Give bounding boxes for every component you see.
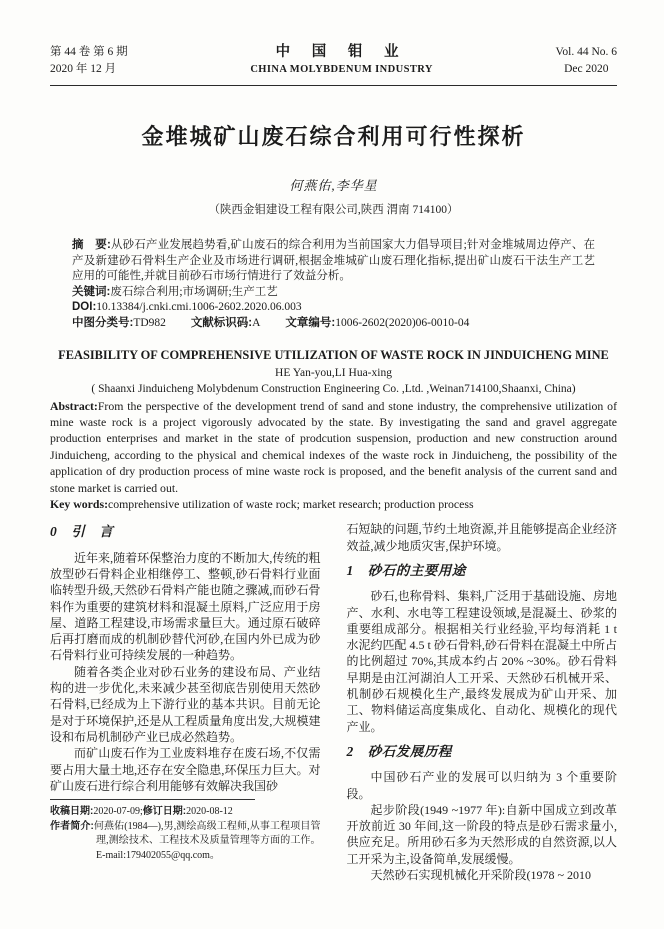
journal-name-block [250,44,433,78]
keywords-label-cn: 关键词: [72,285,111,298]
classification-line [72,316,595,332]
article-no-label: 文章编号: [285,316,336,329]
header-issue-en [556,44,617,78]
volume-issue-cn: 第 44 卷 第 6 期 [50,46,128,58]
body-paragraph: 砂石,也称骨料、集料,广泛用于基础设施、房地产、水利、水电等工程建设领域,是混凝土、砂浆的重要组成部分。根据相关行业经验,平均每消耗 1 t 水泥约匹配 4.5 t 砂石骨料,砂石骨料在混凝土中所占的比例超过 70%,其成本约占 20% ~30%。砂石骨料早期是由江河湖泊人工开采、天然砂石机械开采、机制砂石规模化生产,最终发展成为矿山开采、加工、物料储运高度集成化、自动化、规模化的现代产业。 [346,589,617,734]
abstract-text-cn: 从砂石产业发展趋势看,矿山废石的综合利用为当前国家大力倡导项目;针对金堆城周边停产、在产及新建砂石骨料生产企业及市场进行调研,根据金堆城矿山废石理化指标,提出矿山废石干法生产工艺应用的可能性,并就目前砂石市场行情进行了效益分析。 [72,239,595,283]
body-paragraph: 中国砂石产业的发展可以归纳为 3 个重要阶段。 [346,770,617,801]
doi-line [72,300,595,316]
abstract-block-en [50,347,617,513]
body-paragraph: 而矿山废石作为工业废料堆存在废石场,不仅需要占用大量土地,还存在安全隐患,环保压力巨大。对矿山废石进行综合利用能够有效解决我国砂 [50,746,321,793]
doi-value: 10.13384/j.cnki.cmi.1006-2602.2020.06.003 [96,301,302,314]
keywords-label-en: Key words: [50,497,108,511]
article-title-cn: 金堆城矿山废石综合利用可行性探析 [141,124,526,149]
journal-name-cn: 中 国 钼 业 [275,44,408,60]
section-heading-1: 1 砂石的主要用途 [346,563,466,578]
body-paragraph: 石短缺的问题,节约土地资源,并且能够提高企业经济效益,减少地质灾害,保护环境。 [346,522,617,553]
clc-group [72,317,166,329]
affiliation-en: ( Shaanxi Jinduicheng Molybdenum Construction Engineering Co. ,Ltd. ,Weinan714100,Shaanxi, China) [91,382,576,395]
header-issue-cn [50,44,128,78]
article-title-en: FEASIBILITY OF COMPREHENSIVE UTILIZATION OF WASTE ROCK IN JINDUICHENG MINE [58,347,609,362]
section-heading-2: 2 砂石发展历程 [346,743,452,759]
keywords-text-en: comprehensive utilization of waste rock; market research; production process [108,497,474,511]
keywords-en [50,496,617,512]
doc-code-group [191,317,261,329]
revised-value: 2020-08-12 [186,806,233,818]
keywords-text-cn: 废石综合利用;市场调研;生产工艺 [110,285,278,298]
header-rule [50,85,617,86]
abstract-label-cn: 摘 要: [72,239,111,251]
article-no-value: 1006-2602(2020)06-0010-04 [335,316,470,329]
body-columns [50,521,617,889]
received-label: 收稿日期: [50,806,94,818]
date-cn: 2020 年 12 月 [50,63,117,75]
doc-code-label: 文献标识码: [190,316,253,329]
bio-label: 作者简介: [50,820,94,832]
author-footnote [50,799,321,889]
body-paragraph: 随着各类企业对砂石业务的建设布局、产业结构的进一步优化,未来减少甚至彻底告别使用天然砂石骨料,已经成为上下游行业的基本共识。目前无论是对于环境保护,还是从工程质量角度出发,大规模建设和布局机制砂产业已成必然趋势。 [50,664,321,744]
revised-label: 修订日期: [142,806,187,818]
bio-text: 何燕佑(1984—),男,测绘高级工程师,从事工程项目管理,测绘技术、工程技术及质量管理等方面的工作。E-mail:179402055@qq.com。 [93,820,321,861]
clc-label: 中图分类号: [72,316,134,329]
volume-issue-en: Vol. 44 No. 6 [555,46,617,58]
body-paragraph: 起步阶段(1949 ~1977 年):自新中国成立到改革开放前近 30 年间,这一阶段的特点是砂石需求量小,供应充足。所用砂石多为天然形成的自然资源,以人工开采为主,设备简单,发展缓慢。 [346,802,617,866]
authors-en: HE Yan-you,LI Hua-xing [275,366,392,379]
date-en: Dec 2020 [564,63,609,75]
journal-header [50,44,617,78]
received-value: 2020-07-09; [93,806,143,818]
abstract-label-en: Abstract: [50,398,98,413]
right-column [347,521,618,889]
abstract-text-en: From the perspective of the development trend of sand and stone industry, the comprehensive utilization of mine waste rock is a project vigorously advocated by the state. By investigating the sand and gravel aggregate production enterprises and market in the state of prodcution suspension, production and new construction around Jinduicheng, according to the physical and chemical indexes of the waste rock in Jinduicheng, the possibility of the application of dry production process of mine waste rock is proposed, and the benefit analysis of the current sand and stone market is carried out. [50,398,617,495]
affiliation-cn: （陕西金钼建设工程有限公司,陕西 渭南 714100） [208,204,459,216]
body-paragraph: 近年来,随着环保整治力度的不断加大,传统的粗放型砂石骨料企业相继停工、整顿,砂石骨料行业面临转型升级,天然砂石骨料产能也随之骤减,而砂石骨料作为重要的建筑材料和混凝土原料,广泛应用于房屋、道路工程建设,市场需求量巨大。通过原石破碎后再打磨而成的机制砂替代河砂,在国内外已成为砂石骨料行业可持续发展的一种趋势。 [50,550,321,663]
dates-line [50,805,321,820]
body-paragraph: 天然砂石实现机械化开采阶段(1978 ~ 2010 [370,868,591,883]
article-no-group [285,317,469,329]
abstract-block-cn [72,238,595,332]
abstract-en [50,398,617,496]
doi-label: DOI: [72,301,97,314]
author-bio-line [50,820,321,864]
authors-cn: 何燕佑,李华星 [289,178,378,193]
abstract-cn [72,238,595,285]
footnote-rule [50,799,255,800]
left-column [50,521,321,889]
doc-code-value: A [252,316,261,329]
section-heading-0: 0 引 言 [50,524,114,540]
clc-value: TD982 [133,316,166,329]
journal-name-en: CHINA MOLYBDENUM INDUSTRY [250,64,433,75]
keywords-cn [72,285,595,301]
